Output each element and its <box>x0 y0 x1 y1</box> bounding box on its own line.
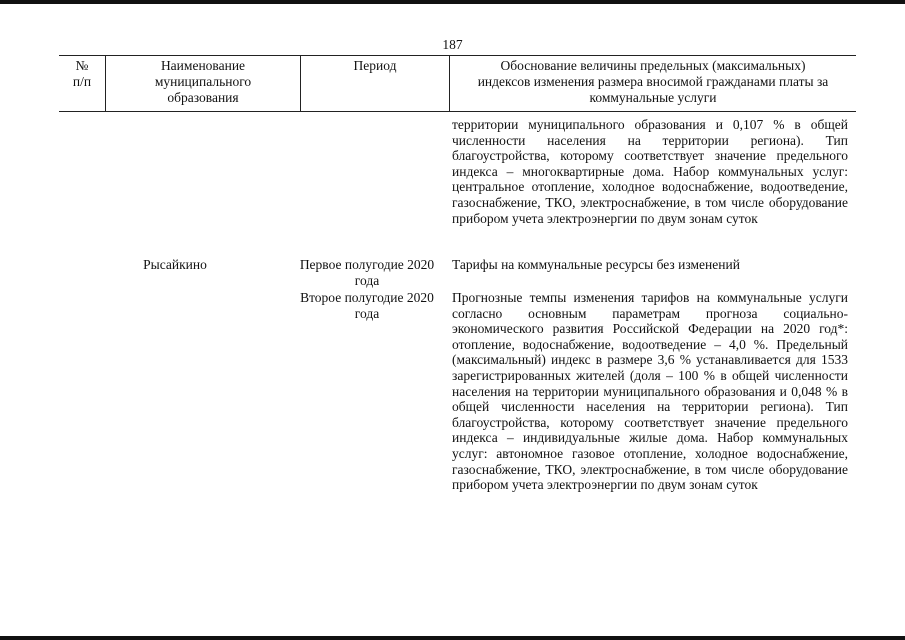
basis-first-half: Тарифы на коммунальные ресурсы без изменений <box>452 257 740 272</box>
continuation-text: территории муниципального образования и 0,107 % в общей численности населения на территории региона). Тип благоустройства, которому соответствует значение предельного индекса – многоквартирные дома. Набор коммунальных услуг: центральное отопление, холодное водоснабжение, водоотведение, газоснабжение, ТКО, электроснабжение, в том числе оборудование прибором учета электроэнергии по двум зонам суток <box>452 117 848 226</box>
basis-second-half: Прогнозные темпы изменения тарифов на коммунальные услуги согласно основным параметрам прогноза социально-экономического развития Российской Федерации на 2020 год*: отопление, водоснабжение, водоотведение – 4,0 %. Предельный (максимальный) индекс в размере 3,6 % устанавливается для 1533 зарегистрированных жителей (доля – 100 % в общей численности населения на территории муниципального образования и 0,048 % в общей численности населения на территории региона). Тип благоустройства, которому соответствует значение предельного индекса – индивидуальные жилые дома. Набор коммунальных услуг: автономное газовое отопление, холодное водоснабжение, газоснабжение, ТКО, электроснабжение, в том числе оборудование прибором учета электроэнергии по двум зонам суток <box>452 290 848 493</box>
scan-border-top <box>0 0 905 4</box>
page-number: 187 <box>442 37 463 52</box>
header-cell-name: Наименование муниципального образования <box>105 56 300 111</box>
scan-border-bottom <box>0 636 905 640</box>
header-cell-number: № п/п <box>72 58 92 89</box>
municipality-name: Рысайкино <box>143 257 207 272</box>
table-header <box>59 55 856 112</box>
period-second-half: Второе полугодие 2020 года <box>300 290 434 321</box>
header-cell-basis: Обоснование величины предельных (максимальных) индексов изменения размера вносимой гражданами платы за коммунальные услуги <box>449 56 856 111</box>
header-cell-period: Период <box>300 56 449 111</box>
period-first-half: Первое полугодие 2020 года <box>299 257 435 288</box>
